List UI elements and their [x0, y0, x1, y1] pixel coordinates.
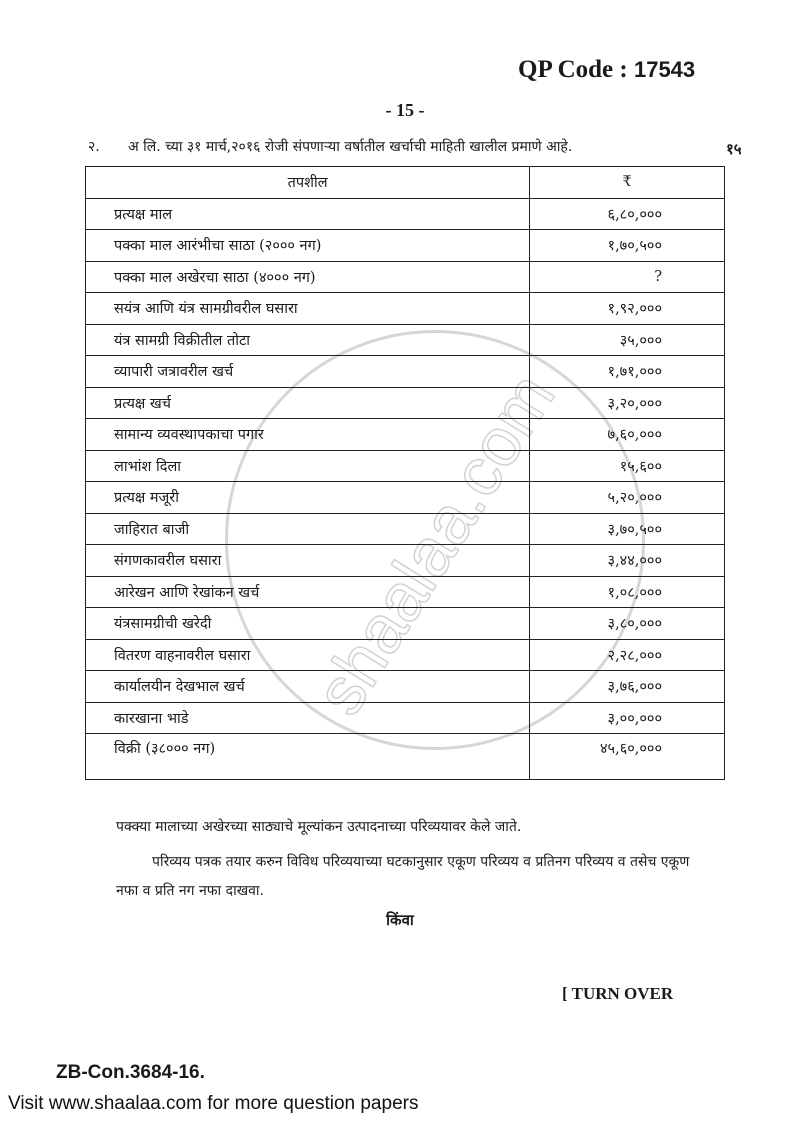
note-text: पक्क्या मालाच्या अखेरच्या साठ्याचे मूल्यांकन उत्पादनाच्या परिव्ययावर केले जाते. — [116, 819, 522, 835]
row-amount: ४५,६०,००० — [530, 734, 725, 780]
qp-code-value: 17543 — [633, 57, 696, 82]
row-amount: ३,४४,००० — [530, 545, 725, 577]
row-amount: १,०८,००० — [530, 576, 725, 608]
row-particular: कार्यालयीन देखभाल खर्च — [86, 671, 530, 703]
header-particulars: तपशील — [86, 167, 530, 199]
row-particular: यंत्रसामग्रीची खरेदी — [86, 608, 530, 640]
row-amount: १,७१,००० — [530, 356, 725, 388]
question-line — [88, 137, 708, 156]
table-row — [86, 450, 725, 482]
table-row — [86, 671, 725, 703]
row-particular: सामान्य व्यवस्थापकाचा पगार — [86, 419, 530, 451]
table-row — [86, 324, 725, 356]
or-label: किंवा — [386, 911, 414, 929]
watermark-text: shaalaa.com — [300, 360, 570, 728]
row-amount: ३५,००० — [530, 324, 725, 356]
table-row — [86, 261, 725, 293]
expenses-table — [85, 166, 725, 780]
row-amount: ? — [530, 261, 725, 293]
footer-text: Visit www.shaalaa.com for more question papers — [8, 1093, 419, 1114]
row-particular: विक्री (३८००० नग) — [86, 734, 530, 780]
table-row — [86, 356, 725, 388]
row-particular: प्रत्यक्ष मजूरी — [86, 482, 530, 514]
row-amount: १५,६०० — [530, 450, 725, 482]
question-number: २. — [88, 139, 100, 155]
turn-over-label: [ TURN OVER — [562, 984, 674, 1003]
table-row — [86, 702, 725, 734]
row-particular: कारखाना भाडे — [86, 702, 530, 734]
row-particular: प्रत्यक्ष माल — [86, 198, 530, 230]
row-amount: १,७०,५०० — [530, 230, 725, 262]
row-particular: आरेखन आणि रेखांकन खर्च — [86, 576, 530, 608]
table-row — [86, 576, 725, 608]
table-row — [86, 419, 725, 451]
row-amount: ३,७६,००० — [530, 671, 725, 703]
row-amount: ३,००,००० — [530, 702, 725, 734]
qp-code — [518, 56, 728, 86]
question-marks: १५ — [726, 140, 742, 158]
qp-code-label: QP Code : — [518, 56, 628, 83]
table-row — [86, 387, 725, 419]
row-particular: पक्का माल आरंभीचा साठा (२००० नग) — [86, 230, 530, 262]
row-particular: लाभांश दिला — [86, 450, 530, 482]
row-amount: ७,६०,००० — [530, 419, 725, 451]
question-text: अ लि. च्या ३१ मार्च,२०१६ रोजी संपणाऱ्या वर्षातील खर्चाची माहिती खालील प्रमाणे आहे. — [128, 139, 573, 155]
row-amount: ३,२०,००० — [530, 387, 725, 419]
row-amount: १,९२,००० — [530, 293, 725, 325]
row-particular: जाहिरात बाजी — [86, 513, 530, 545]
row-particular: वितरण वाहनावरील घसारा — [86, 639, 530, 671]
row-particular: संगणकावरील घसारा — [86, 545, 530, 577]
page-number: - 15 - — [385, 100, 425, 120]
table-row — [86, 293, 725, 325]
row-particular: व्यापारी जत्रावरील खर्च — [86, 356, 530, 388]
row-amount: २,२८,००० — [530, 639, 725, 671]
row-amount: ५,२०,००० — [530, 482, 725, 514]
table-row — [86, 639, 725, 671]
table-row — [86, 545, 725, 577]
table-row — [86, 513, 725, 545]
table-row — [86, 198, 725, 230]
exam-code: ZB-Con.3684-16. — [56, 1062, 205, 1083]
instruction-text: परिव्यय पत्रक तयार करुन विविध परिव्ययाच्या घटकानुसार एकूण परिव्यय व प्रतिनग परिव्यय व तसेच एकूण नफा व प्रति नग नफा दाखवा. — [116, 854, 690, 899]
table-row — [86, 608, 725, 640]
row-amount: ३,८०,००० — [530, 608, 725, 640]
header-amount: ₹ — [530, 167, 725, 199]
row-particular: प्रत्यक्ष खर्च — [86, 387, 530, 419]
table-row — [86, 734, 725, 780]
table-row — [86, 230, 725, 262]
table-header-row — [86, 167, 725, 199]
row-amount: ३,७०,५०० — [530, 513, 725, 545]
row-particular: सयंत्र आणि यंत्र सामग्रीवरील घसारा — [86, 293, 530, 325]
row-particular: पक्का माल अखेरचा साठा (४००० नग) — [86, 261, 530, 293]
row-particular: यंत्र सामग्री विक्रीतील तोटा — [86, 324, 530, 356]
table-row — [86, 482, 725, 514]
row-amount: ६,८०,००० — [530, 198, 725, 230]
